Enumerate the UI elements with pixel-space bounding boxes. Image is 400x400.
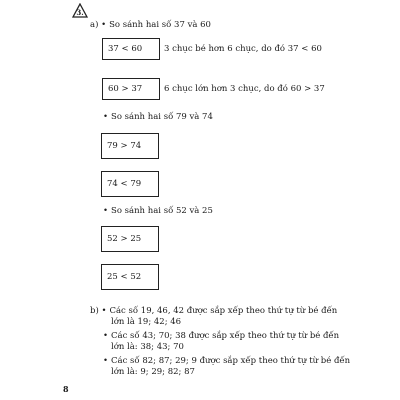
comparison-text: 52 > 25 (107, 234, 142, 244)
comparison-box-2 (102, 78, 160, 100)
part-b-item-2-line2: lớn là: 38; 43; 70 (111, 342, 184, 352)
comparison-text: 79 > 74 (107, 141, 142, 151)
comparison-box-3 (101, 133, 159, 159)
comparison-note-1: 3 chục bé hơn 6 chục, do đó 37 < 60 (164, 44, 322, 54)
comparison-box-1 (102, 38, 160, 60)
group-3-header (103, 206, 213, 217)
exercise-number: 3. (76, 8, 84, 17)
part-a-label: a) (90, 20, 99, 30)
group-3-heading: So sánh hai số 52 và 25 (111, 206, 213, 216)
group-2-heading: So sánh hai số 79 và 74 (111, 112, 213, 122)
part-b-item-2-line1: Các số 43; 70; 38 được sắp xếp theo thứ tự từ bé đến (111, 331, 340, 341)
comparison-box-6 (101, 264, 159, 290)
comparison-box-5 (101, 226, 159, 252)
part-b-item-1-line1: Các số 19, 46, 42 được sắp xếp theo thứ tự từ bé đến (109, 306, 338, 316)
bullet-icon: • (101, 306, 107, 316)
part-b-label: b) (90, 306, 99, 316)
comparison-text: 60 > 37 (108, 84, 143, 94)
part-b-item-3-line2: lớn là: 9; 29; 82; 87 (111, 367, 195, 377)
bullet-icon: • (103, 356, 109, 366)
part-b-item-2 (103, 331, 339, 342)
group-2-header (103, 112, 213, 123)
comparison-box-4 (101, 171, 159, 197)
part-b-item-1-line2: lớn là 19; 42; 46 (111, 317, 182, 327)
part-a-header (90, 20, 211, 31)
group-1-heading: So sánh hai số 37 và 60 (109, 20, 211, 30)
part-b-item-3 (103, 356, 350, 367)
comparison-note-2: 6 chục lớn hơn 3 chục, do đó 60 > 37 (164, 84, 325, 94)
bullet-icon: • (103, 206, 109, 216)
page-number: 8 (63, 384, 69, 394)
bullet-icon: • (103, 112, 109, 122)
bullet-icon: • (101, 20, 107, 30)
part-b-item-1 (90, 306, 337, 317)
comparison-text: 25 < 52 (107, 272, 142, 282)
comparison-text: 37 < 60 (108, 44, 143, 54)
exercise-badge (72, 3, 88, 19)
comparison-text: 74 < 79 (107, 179, 142, 189)
part-b-item-3-line1: Các số 82; 87; 29; 9 được sắp xếp theo thứ tự từ bé đến (111, 356, 351, 366)
bullet-icon: • (103, 331, 109, 341)
